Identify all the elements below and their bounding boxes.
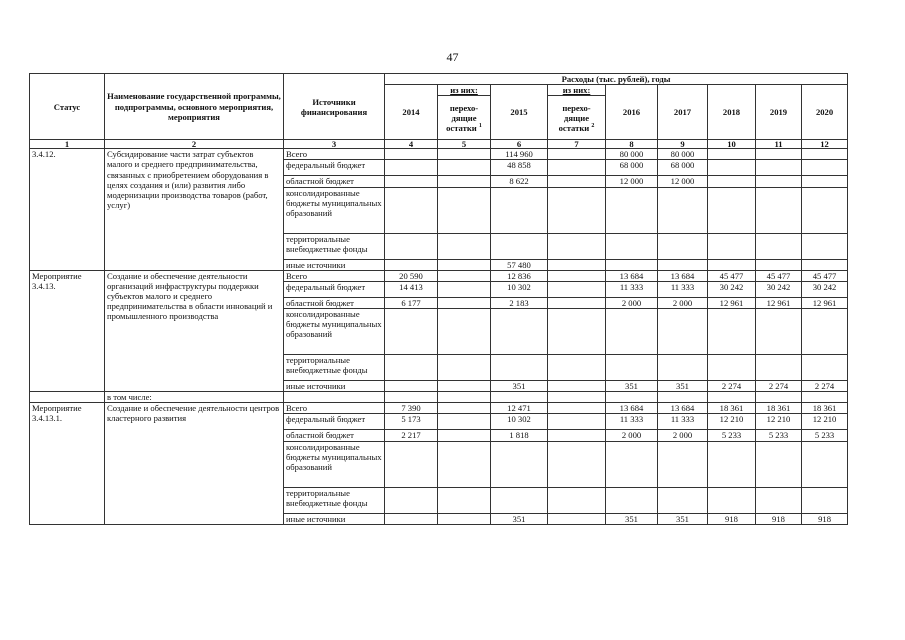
value-cell: 5 233 — [802, 430, 848, 441]
value-cell — [548, 297, 606, 308]
value-cell — [658, 308, 708, 354]
value-cell — [548, 513, 606, 524]
value-cell: 18 361 — [756, 403, 802, 414]
empty-cell — [438, 392, 491, 403]
value-cell — [438, 187, 491, 233]
header-status: Статус — [30, 74, 105, 140]
value-cell: 12 471 — [491, 403, 548, 414]
value-cell — [802, 187, 848, 233]
value-cell — [491, 187, 548, 233]
value-cell: 80 000 — [658, 149, 708, 160]
value-cell — [606, 441, 658, 487]
value-cell: 12 000 — [606, 176, 658, 187]
value-cell — [606, 308, 658, 354]
value-cell: 11 333 — [658, 281, 708, 297]
value-cell — [438, 149, 491, 160]
value-cell — [385, 354, 438, 380]
value-cell: 351 — [658, 513, 708, 524]
value-cell — [385, 380, 438, 391]
header-of-them-1: из них: — [438, 85, 491, 96]
name-cell: Создание и обеспечение деятельности центров кластерного развития — [105, 403, 284, 524]
name-cell: Субсидирование части затрат субъектов малого и среднего предпринимательства, связанных с приобретением оборудования в целях создания и (или) развития либо модернизации производства товаров (работ, услуг) — [105, 149, 284, 270]
value-cell — [438, 281, 491, 297]
value-cell — [658, 259, 708, 270]
source-cell: областной бюджет — [284, 176, 385, 187]
value-cell — [548, 308, 606, 354]
value-cell: 12 000 — [658, 176, 708, 187]
column-number: 10 — [708, 140, 756, 149]
value-cell — [385, 487, 438, 513]
header-2014: 2014 — [385, 85, 438, 140]
value-cell — [385, 441, 438, 487]
value-cell — [491, 487, 548, 513]
value-cell: 1 818 — [491, 430, 548, 441]
empty-cell — [284, 392, 385, 403]
column-number: 12 — [802, 140, 848, 149]
column-number: 7 — [548, 140, 606, 149]
column-number: 3 — [284, 140, 385, 149]
value-cell — [708, 487, 756, 513]
value-cell — [548, 403, 606, 414]
value-cell — [708, 176, 756, 187]
value-cell — [756, 176, 802, 187]
value-cell: 114 960 — [491, 149, 548, 160]
value-cell: 11 333 — [658, 414, 708, 430]
value-cell: 12 210 — [708, 414, 756, 430]
value-cell: 13 684 — [658, 270, 708, 281]
value-cell: 11 333 — [606, 414, 658, 430]
value-cell: 45 477 — [802, 270, 848, 281]
value-cell — [802, 308, 848, 354]
value-cell — [802, 441, 848, 487]
value-cell — [548, 414, 606, 430]
value-cell — [756, 259, 802, 270]
value-cell — [606, 354, 658, 380]
value-cell: 2 274 — [802, 380, 848, 391]
value-cell: 13 684 — [606, 403, 658, 414]
value-cell: 11 333 — [606, 281, 658, 297]
source-cell: консолидированные бюджеты муниципальных образований — [284, 441, 385, 487]
source-cell: консолидированные бюджеты муниципальных образований — [284, 187, 385, 233]
value-cell — [802, 259, 848, 270]
value-cell — [438, 430, 491, 441]
value-cell — [438, 176, 491, 187]
value-cell — [708, 233, 756, 259]
source-cell: федеральный бюджет — [284, 160, 385, 176]
value-cell: 12 961 — [802, 297, 848, 308]
value-cell — [708, 354, 756, 380]
value-cell — [606, 187, 658, 233]
value-cell: 12 210 — [756, 414, 802, 430]
value-cell — [491, 441, 548, 487]
value-cell: 13 684 — [606, 270, 658, 281]
source-cell: областной бюджет — [284, 297, 385, 308]
value-cell: 351 — [606, 513, 658, 524]
value-cell — [438, 297, 491, 308]
value-cell — [548, 487, 606, 513]
value-cell — [438, 160, 491, 176]
value-cell: 13 684 — [658, 403, 708, 414]
value-cell — [708, 149, 756, 160]
value-cell — [708, 187, 756, 233]
value-cell: 5 233 — [756, 430, 802, 441]
source-cell: Всего — [284, 270, 385, 281]
value-cell: 7 390 — [385, 403, 438, 414]
value-cell — [548, 176, 606, 187]
value-cell — [658, 187, 708, 233]
including-label: в том числе: — [105, 392, 284, 403]
value-cell: 80 000 — [606, 149, 658, 160]
value-cell — [802, 176, 848, 187]
header-carryover-1: перехо-дящие остатки $^1$ — [438, 96, 491, 140]
value-cell: 918 — [708, 513, 756, 524]
value-cell: 6 177 — [385, 297, 438, 308]
source-cell: иные источники — [284, 259, 385, 270]
value-cell: 5 173 — [385, 414, 438, 430]
value-cell: 918 — [756, 513, 802, 524]
value-cell: 30 242 — [802, 281, 848, 297]
value-cell: 8 622 — [491, 176, 548, 187]
header-name: Наименование государственной программы, подпрограммы, основного мероприятия, мероприятия — [105, 74, 284, 140]
value-cell — [385, 160, 438, 176]
value-cell — [548, 354, 606, 380]
value-cell: 45 477 — [756, 270, 802, 281]
empty-cell — [491, 392, 548, 403]
value-cell: 20 590 — [385, 270, 438, 281]
value-cell: 57 480 — [491, 259, 548, 270]
status-cell: Мероприятие 3.4.13.1. — [30, 403, 105, 524]
value-cell: 918 — [802, 513, 848, 524]
value-cell: 48 858 — [491, 160, 548, 176]
value-cell — [438, 513, 491, 524]
source-cell: федеральный бюджет — [284, 281, 385, 297]
value-cell — [548, 430, 606, 441]
value-cell — [802, 149, 848, 160]
name-cell: Создание и обеспечение деятельности организаций инфраструктуры поддержки субъектов малого и среднего предпринимательства в области инноваций и промышленного производства — [105, 270, 284, 391]
empty-cell — [385, 392, 438, 403]
table-body — [30, 149, 848, 524]
source-cell: территориальные внебюджетные фонды — [284, 354, 385, 380]
value-cell: 351 — [606, 380, 658, 391]
value-cell — [802, 233, 848, 259]
value-cell — [708, 259, 756, 270]
table-row — [30, 270, 848, 281]
value-cell: 2 000 — [658, 297, 708, 308]
source-cell: консолидированные бюджеты муниципальных образований — [284, 308, 385, 354]
value-cell — [438, 380, 491, 391]
value-cell: 351 — [491, 513, 548, 524]
column-number: 11 — [756, 140, 802, 149]
including-row — [30, 392, 848, 403]
value-cell — [708, 441, 756, 487]
value-cell — [385, 513, 438, 524]
value-cell — [802, 487, 848, 513]
value-cell: 2 183 — [491, 297, 548, 308]
value-cell — [756, 308, 802, 354]
value-cell — [658, 354, 708, 380]
value-cell — [658, 487, 708, 513]
value-cell: 2 274 — [756, 380, 802, 391]
value-cell — [756, 160, 802, 176]
source-cell: иные источники — [284, 513, 385, 524]
value-cell: 68 000 — [658, 160, 708, 176]
value-cell: 18 361 — [802, 403, 848, 414]
value-cell: 45 477 — [708, 270, 756, 281]
value-cell — [548, 259, 606, 270]
value-cell — [438, 414, 491, 430]
value-cell — [756, 149, 802, 160]
column-numbers-row — [30, 140, 848, 149]
value-cell — [548, 233, 606, 259]
value-cell — [548, 160, 606, 176]
value-cell — [658, 441, 708, 487]
header-2019: 2019 — [756, 85, 802, 140]
source-cell: иные источники — [284, 380, 385, 391]
source-cell: областной бюджет — [284, 430, 385, 441]
value-cell — [756, 233, 802, 259]
value-cell: 351 — [658, 380, 708, 391]
page-number: 47 — [446, 50, 459, 64]
value-cell — [658, 233, 708, 259]
empty-cell — [756, 392, 802, 403]
value-cell — [802, 160, 848, 176]
column-number: 8 — [606, 140, 658, 149]
value-cell: 14 413 — [385, 281, 438, 297]
column-number: 9 — [658, 140, 708, 149]
value-cell — [548, 149, 606, 160]
empty-cell — [658, 392, 708, 403]
header-2016: 2016 — [606, 85, 658, 140]
value-cell: 12 210 — [802, 414, 848, 430]
value-cell: 2 000 — [606, 297, 658, 308]
empty-cell — [548, 392, 606, 403]
status-cell: Мероприятие 3.4.13. — [30, 270, 105, 391]
value-cell — [802, 354, 848, 380]
header-2017: 2017 — [658, 85, 708, 140]
value-cell — [708, 308, 756, 354]
value-cell — [438, 270, 491, 281]
source-cell: федеральный бюджет — [284, 414, 385, 430]
value-cell — [385, 233, 438, 259]
value-cell — [438, 354, 491, 380]
value-cell: 12 961 — [708, 297, 756, 308]
value-cell: 2 217 — [385, 430, 438, 441]
value-cell: 18 361 — [708, 403, 756, 414]
source-cell: территориальные внебюджетные фонды — [284, 233, 385, 259]
source-cell: Всего — [284, 149, 385, 160]
value-cell — [756, 487, 802, 513]
value-cell: 2 000 — [606, 430, 658, 441]
header-expenses: Расходы (тыс. рублей), годы — [385, 74, 848, 85]
table-row — [30, 403, 848, 414]
value-cell — [385, 308, 438, 354]
value-cell: 5 233 — [708, 430, 756, 441]
value-cell — [548, 270, 606, 281]
header-carryover-2: перехо-дящие остатки $^2$ — [548, 96, 606, 140]
value-cell — [438, 487, 491, 513]
value-cell — [491, 308, 548, 354]
column-number: 5 — [438, 140, 491, 149]
value-cell — [491, 233, 548, 259]
value-cell — [548, 441, 606, 487]
value-cell — [385, 187, 438, 233]
column-number: 6 — [491, 140, 548, 149]
header-of-them-2: из них: — [548, 85, 606, 96]
value-cell — [756, 441, 802, 487]
value-cell — [438, 233, 491, 259]
value-cell — [438, 403, 491, 414]
value-cell — [438, 441, 491, 487]
value-cell — [385, 259, 438, 270]
header-2020: 2020 — [802, 85, 848, 140]
value-cell — [708, 160, 756, 176]
value-cell — [756, 187, 802, 233]
value-cell — [756, 354, 802, 380]
value-cell: 12 836 — [491, 270, 548, 281]
column-number: 4 — [385, 140, 438, 149]
value-cell — [606, 259, 658, 270]
source-cell: Всего — [284, 403, 385, 414]
empty-cell — [708, 392, 756, 403]
value-cell — [548, 281, 606, 297]
column-number: 1 — [30, 140, 105, 149]
value-cell — [438, 259, 491, 270]
empty-cell — [802, 392, 848, 403]
value-cell: 351 — [491, 380, 548, 391]
budget-table — [29, 73, 848, 525]
value-cell — [385, 149, 438, 160]
value-cell: 2 274 — [708, 380, 756, 391]
value-cell — [548, 187, 606, 233]
source-cell: территориальные внебюджетные фонды — [284, 487, 385, 513]
status-cell: 3.4.12. — [30, 149, 105, 270]
value-cell — [606, 487, 658, 513]
header-2018: 2018 — [708, 85, 756, 140]
value-cell — [606, 233, 658, 259]
value-cell — [548, 380, 606, 391]
value-cell: 30 242 — [756, 281, 802, 297]
column-number: 2 — [105, 140, 284, 149]
value-cell — [385, 176, 438, 187]
value-cell: 10 302 — [491, 414, 548, 430]
empty-cell — [606, 392, 658, 403]
value-cell: 10 302 — [491, 281, 548, 297]
value-cell: 68 000 — [606, 160, 658, 176]
value-cell — [491, 354, 548, 380]
value-cell: 2 000 — [658, 430, 708, 441]
value-cell: 30 242 — [708, 281, 756, 297]
value-cell: 12 961 — [756, 297, 802, 308]
value-cell — [438, 308, 491, 354]
header-sources: Источники финансирования — [284, 74, 385, 140]
table-row — [30, 149, 848, 160]
empty-cell — [30, 392, 105, 403]
header-2015: 2015 — [491, 85, 548, 140]
